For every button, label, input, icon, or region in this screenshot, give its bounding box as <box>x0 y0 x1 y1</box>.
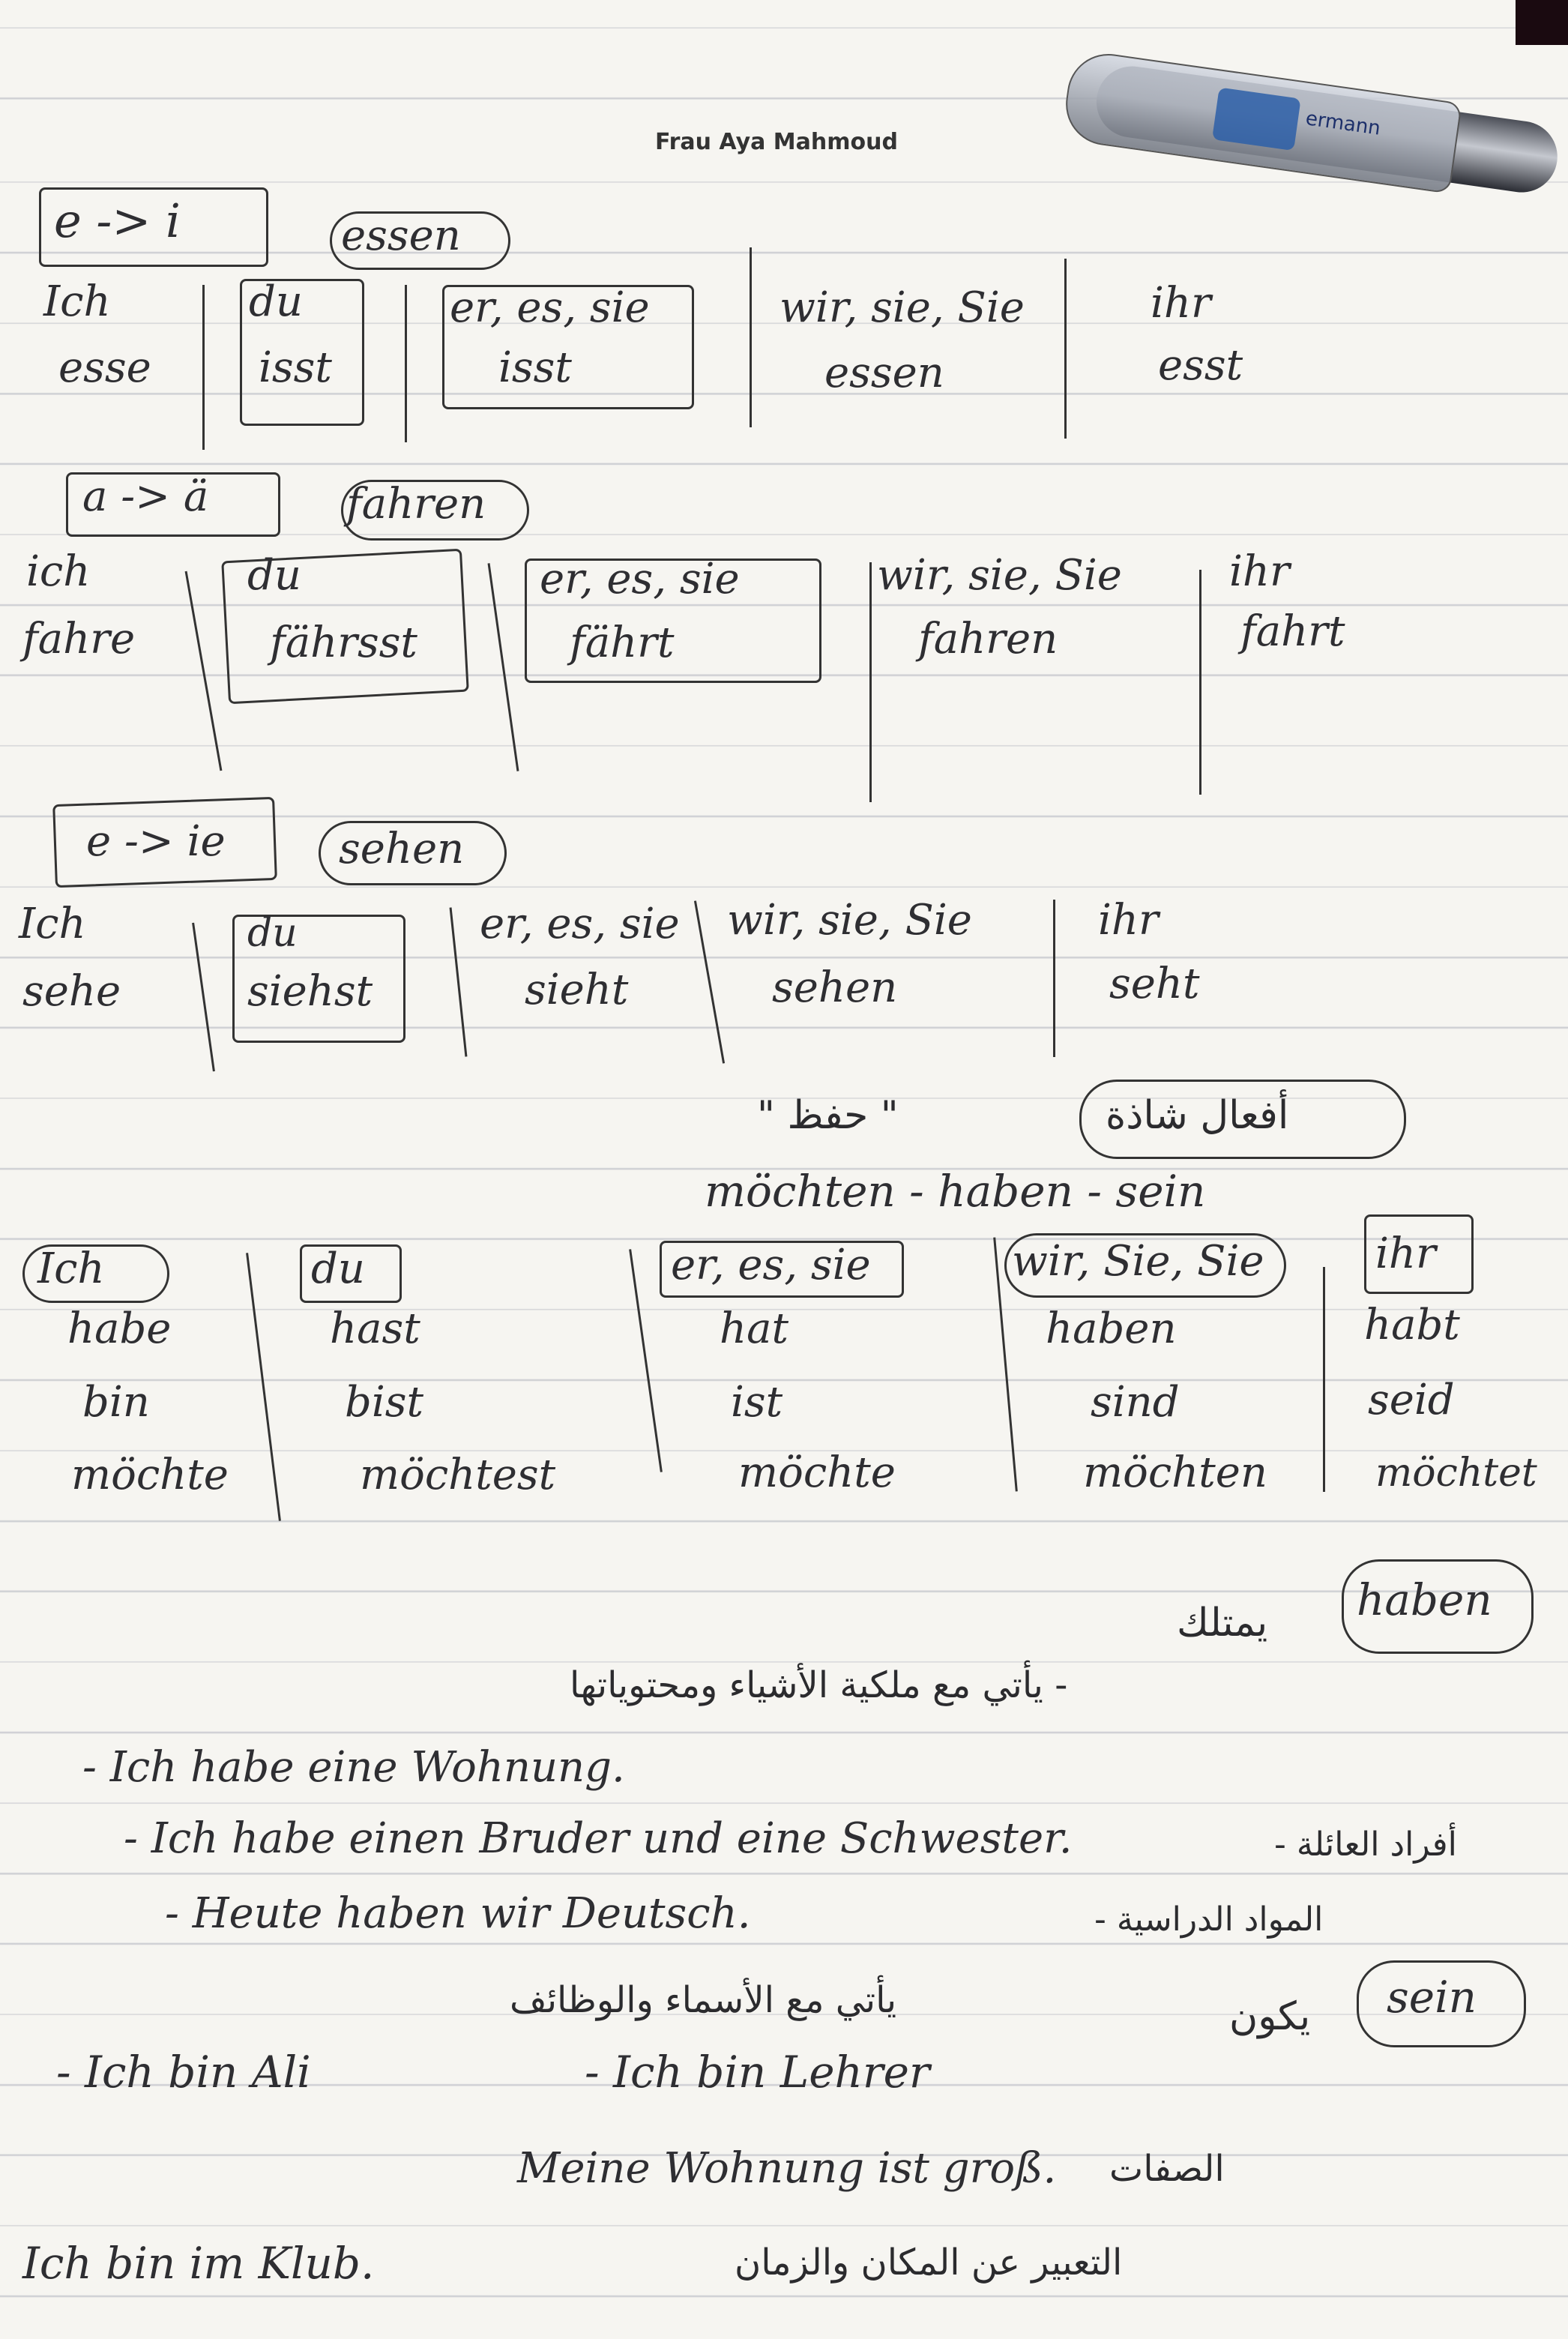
pronoun: Ich <box>37 1244 105 1293</box>
pronoun: ihr <box>1098 896 1159 945</box>
pronoun: wir, sie, Sie <box>727 896 972 945</box>
example-sentence: - Heute haben wir Deutsch. <box>165 1889 751 1938</box>
arabic-label: أفراد العائلة - <box>1274 1825 1457 1864</box>
arabic-note: " حفظ " <box>757 1093 899 1138</box>
pronoun: Ich <box>19 900 86 948</box>
arabic-label: الصفات <box>1109 2148 1225 2190</box>
verb-form: siehst <box>247 967 373 1016</box>
pronoun: du <box>247 551 301 600</box>
verb-form: fährsst <box>270 618 417 667</box>
column-divider <box>192 923 215 1071</box>
verb-form: fahrt <box>1240 607 1345 656</box>
column-divider <box>869 562 872 802</box>
verb-form: fahre <box>22 615 136 663</box>
pronoun: du <box>247 911 298 956</box>
arabic-label: التعبير عن المكان والزمان <box>735 2242 1123 2284</box>
page-title: Frau Aya Mahmoud <box>655 129 898 155</box>
verb-label: sehen <box>339 825 465 873</box>
arabic-meaning: يكون <box>1229 1994 1311 2039</box>
column-divider <box>246 1253 281 1521</box>
verb-form: hat <box>720 1304 788 1353</box>
page-corner-shadow <box>1516 0 1568 45</box>
pen-image <box>1058 28 1568 235</box>
arabic-usage: - يأتي مع ملكية الأشياء ومحتوياتها <box>570 1664 1068 1706</box>
verb-form: fährt <box>570 618 675 667</box>
pronoun: er, es, sie <box>480 900 680 948</box>
rule-label: a -> ä <box>82 472 209 521</box>
rule-label: e -> ie <box>86 817 226 866</box>
column-divider <box>405 285 407 442</box>
verb-form: bist <box>345 1378 423 1427</box>
verb-label: sein <box>1387 1972 1477 2023</box>
verb-label: essen <box>341 211 461 260</box>
rule-label: e -> i <box>54 193 181 248</box>
pen-ink-window <box>1212 87 1301 151</box>
example-sentence: - Ich habe eine Wohnung. <box>82 1743 625 1792</box>
verb-form: seht <box>1109 960 1200 1008</box>
verb-form: sehe <box>22 967 121 1016</box>
verb-form: haben <box>1046 1304 1177 1353</box>
verb-form: seid <box>1368 1376 1455 1424</box>
verb-form: möchte <box>71 1451 229 1499</box>
verb-form: ist <box>731 1378 783 1427</box>
verb-label: fahren <box>346 480 486 529</box>
example-sentence: - Ich habe einen Bruder und eine Schwester. <box>124 1814 1073 1863</box>
verb-form: habt <box>1364 1301 1460 1349</box>
arabic-meaning: يمتلك <box>1177 1601 1268 1646</box>
verb-form: bin <box>82 1378 150 1427</box>
pronoun: du <box>249 277 303 326</box>
arabic-label: المواد الدراسية - <box>1094 1900 1324 1939</box>
pronoun: wir, sie, Sie <box>877 551 1122 600</box>
verb-form: habe <box>67 1304 172 1353</box>
column-divider <box>450 907 468 1056</box>
pronoun: er, es, sie <box>540 555 740 603</box>
verb-label: haben <box>1357 1574 1492 1625</box>
arabic-usage: يأتي مع الأسماء والوظائف <box>510 1979 897 2021</box>
column-divider <box>202 285 205 450</box>
pronoun: ihr <box>1151 279 1211 328</box>
verb-form: essen <box>824 349 944 397</box>
pronoun: er, es, sie <box>671 1241 871 1289</box>
verb-form: sehen <box>772 963 898 1012</box>
example-sentence: - Ich bin Lehrer <box>585 2047 930 2098</box>
example-sentence: Meine Wohnung ist groß. <box>517 2144 1057 2193</box>
verb-form: fahren <box>918 615 1058 663</box>
column-divider <box>1323 1267 1325 1492</box>
example-sentence: - Ich bin Ali <box>56 2047 311 2098</box>
column-divider <box>488 563 519 771</box>
column-divider <box>694 900 725 1063</box>
verb-form: esse <box>58 343 151 392</box>
column-divider <box>629 1249 663 1472</box>
pronoun: ihr <box>1229 547 1290 596</box>
pronoun: wir, sie, Sie <box>780 283 1025 332</box>
verb-form: sind <box>1091 1378 1180 1427</box>
pronoun: ich <box>26 547 91 596</box>
pronoun: du <box>311 1244 365 1293</box>
pronoun: wir, Sie, Sie <box>1012 1237 1264 1286</box>
column-divider <box>1053 900 1055 1057</box>
example-sentence: Ich bin im Klub. <box>22 2238 375 2289</box>
arabic-title: أفعال شاذة <box>1106 1093 1289 1138</box>
verb-form: möchtet <box>1375 1451 1537 1496</box>
pen-brand-label: ermann <box>1304 107 1382 140</box>
irregular-verbs-line: möchten - haben - sein <box>705 1166 1206 1217</box>
verb-form: möchte <box>738 1448 896 1497</box>
verb-form: möchten <box>1083 1448 1267 1497</box>
column-divider <box>1064 259 1067 439</box>
pronoun: er, es, sie <box>450 283 650 332</box>
pronoun: ihr <box>1375 1229 1436 1278</box>
column-divider <box>750 247 752 427</box>
verb-form: möchtest <box>360 1451 556 1499</box>
verb-form: hast <box>330 1304 420 1353</box>
verb-form: esst <box>1158 341 1243 390</box>
column-divider <box>1199 570 1201 795</box>
verb-form: isst <box>498 343 572 392</box>
pronoun: Ich <box>43 277 111 326</box>
verb-form: sieht <box>525 966 629 1014</box>
column-divider <box>185 571 223 771</box>
verb-form: isst <box>259 343 332 392</box>
